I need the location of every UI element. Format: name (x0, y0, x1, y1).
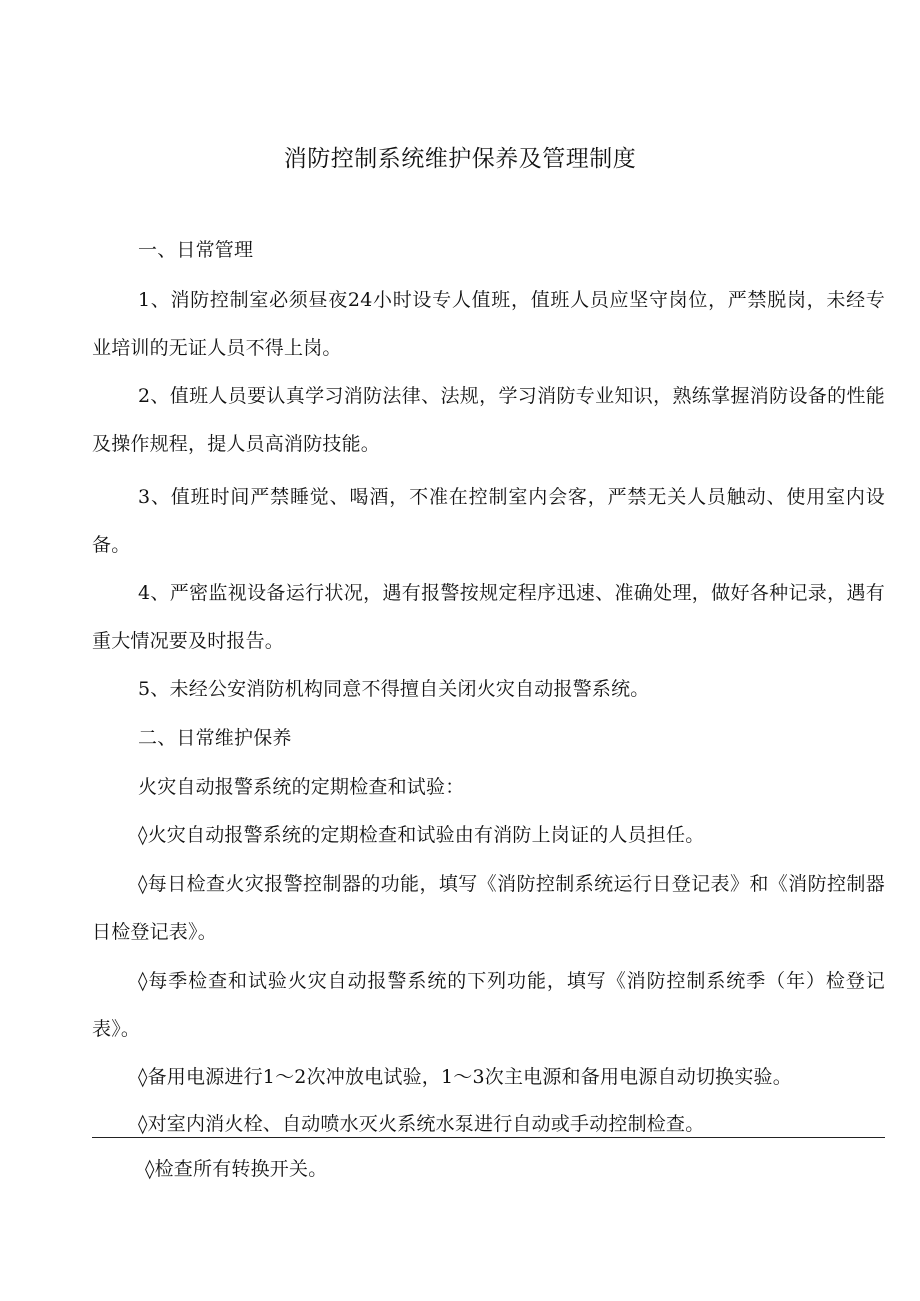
bullet-item-6: ◊检查所有转换开关。 (145, 1158, 328, 1180)
paragraph-item-4: 4、严密监视设备运行状况，遇有报警按规定程序迅速、准确处理，做好各种记录，遇有重大情况要及时报告。 (92, 582, 885, 652)
document-title: 消防控制系统维护保养及管理制度 (283, 146, 637, 172)
paragraph-item-1: 1、消防控制室必须昼夜24小时设专人值班，值班人员应坚守岗位，严禁脱岗，未经专业培训的无证人员不得上岗。 (92, 289, 885, 359)
section-intro: 火灾自动报警系统的定期检查和试验： (138, 776, 465, 798)
paragraph-item-2: 2、值班人员要认真学习消防法律、法规，学习消防专业知识，熟练掌握消防设备的性能及操作规程，提人员高消防技能。 (92, 385, 885, 455)
bullet-item-5: ◊对室内消火栓、自动喷水灭火系统水泵进行自动或手动控制检查。 (138, 1113, 705, 1135)
bullet-item-1: ◊火灾自动报警系统的定期检查和试验由有消防上岗证的人员担任。 (138, 824, 705, 846)
page-divider (92, 1137, 885, 1138)
section-heading-maintenance: 二、日常维护保养 (138, 727, 292, 749)
bullet-item-2: ◊每日检查火灾报警控制器的功能，填写《消防控制系统运行日登记表》和《消防控制器日检登记表》。 (92, 873, 885, 943)
section-heading-daily-management: 一、日常管理 (138, 239, 254, 261)
bullet-item-4: ◊备用电源进行1～2次冲放电试验，1～3次主电源和备用电源自动切换实验。 (138, 1066, 792, 1088)
paragraph-item-5: 5、未经公安消防机构同意不得擅自关闭火灾自动报警系统。 (138, 678, 650, 700)
paragraph-item-3: 3、值班时间严禁睡觉、喝酒，不准在控制室内会客，严禁无关人员触动、使用室内设备。 (92, 486, 885, 556)
bullet-item-3: ◊每季检查和试验火灾自动报警系统的下列功能，填写《消防控制系统季（年）检登记表》。 (92, 970, 885, 1040)
